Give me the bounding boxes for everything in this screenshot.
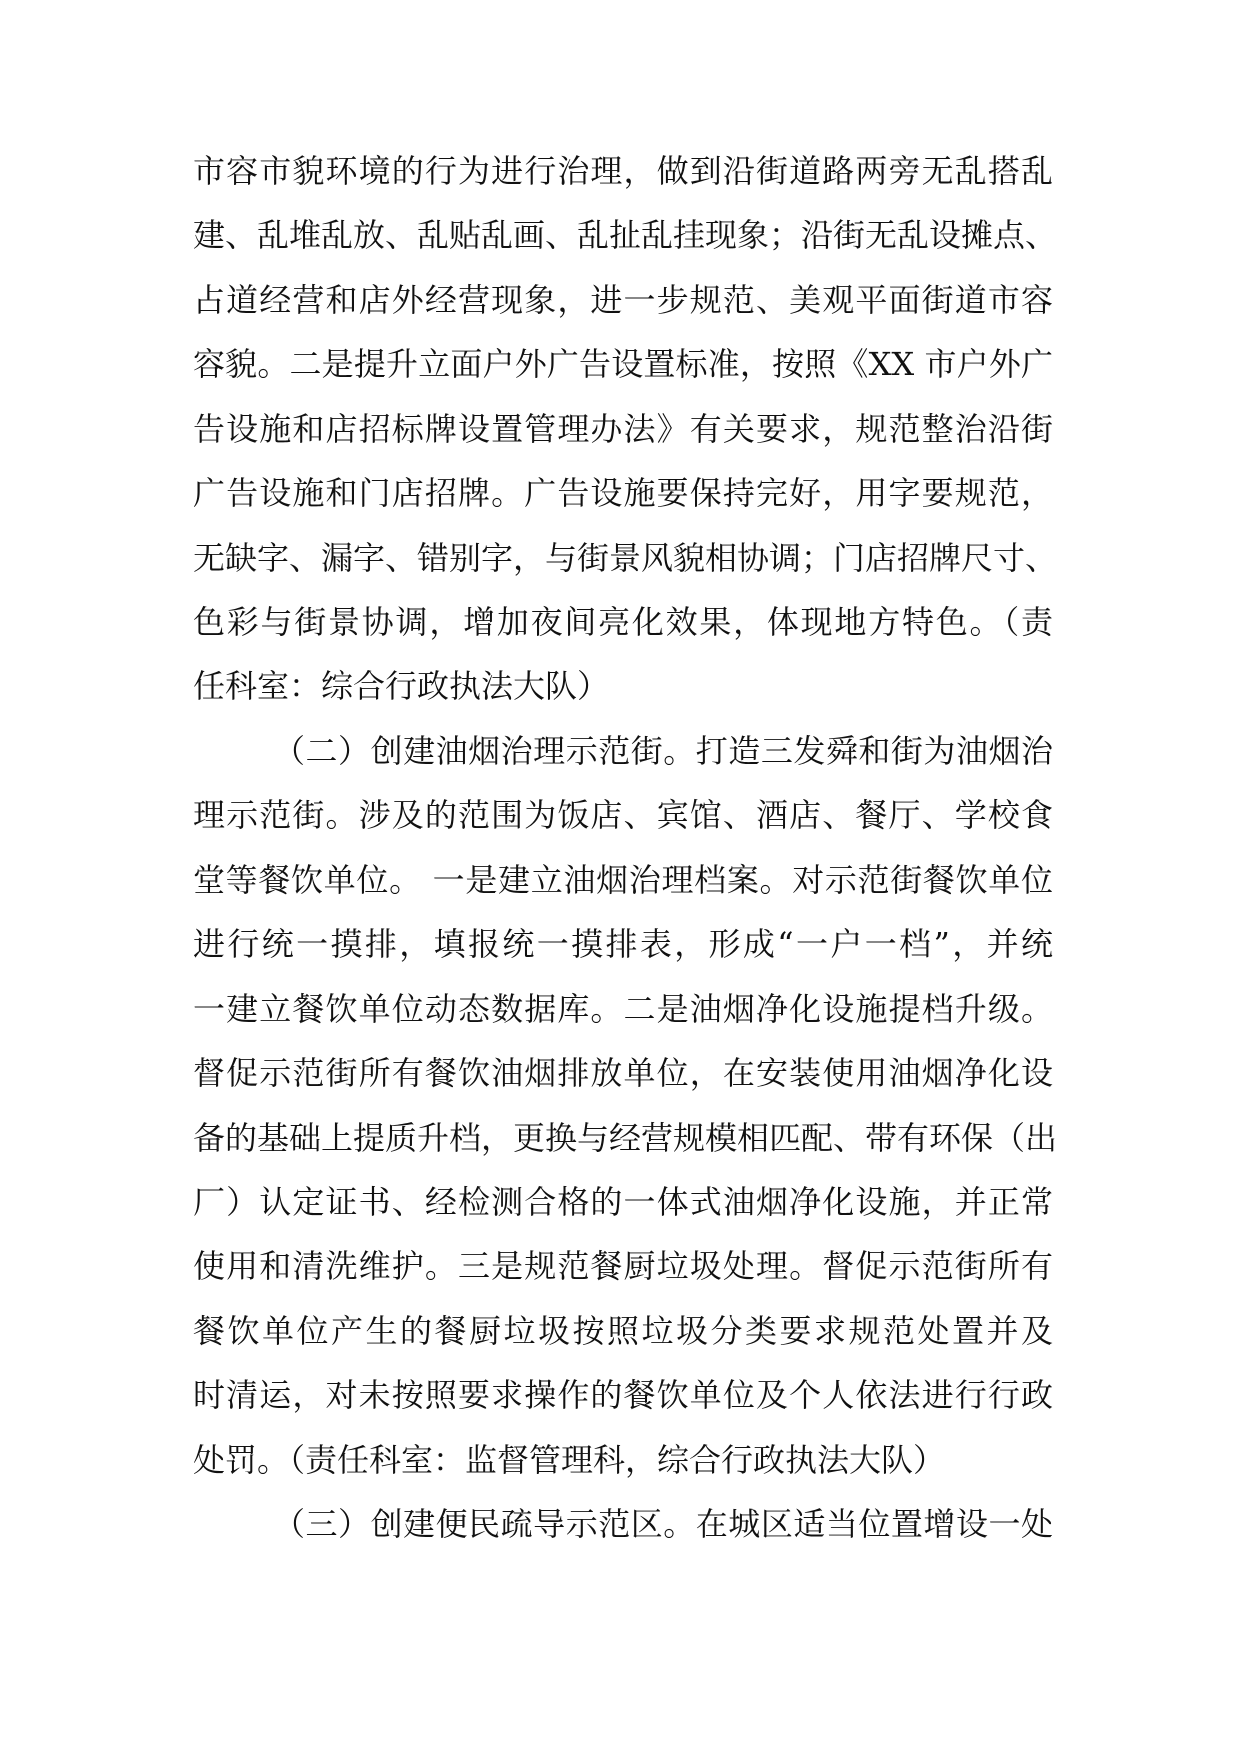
text-line: 广告设施和门店招牌。广告设施要保持完好，用字要规范， xyxy=(193,474,1053,512)
text-line: 市容市貌环境的行为进行治理，做到沿街道路两旁无乱搭乱 xyxy=(193,152,1053,190)
text-line: 督促示范街所有餐饮油烟排放单位，在安装使用油烟净化设 xyxy=(193,1054,1053,1092)
text-line: 理示范街。涉及的范围为饭店、宾馆、酒店、餐厅、学校食 xyxy=(193,796,1053,834)
text-line: 色彩与街景协调，增加夜间亮化效果，体现地方特色。（责 xyxy=(193,603,1053,641)
text-line: 堂等餐饮单位。 一是建立油烟治理档案。对示范街餐饮单位 xyxy=(193,861,1053,899)
text-line: 处罚。（责任科室：监督管理科，综合行政执法大队） xyxy=(193,1441,946,1479)
text-line: 占道经营和店外经营现象，进一步规范、美观平面街道市容 xyxy=(193,281,1053,319)
text-line: 建、乱堆乱放、乱贴乱画、乱扯乱挂现象；沿街无乱设摊点、 xyxy=(193,216,1058,254)
text-line: 使用和清洗维护。三是规范餐厨垃圾处理。督促示范街所有 xyxy=(193,1247,1053,1285)
text-line: 任科室：综合行政执法大队） xyxy=(193,667,610,705)
text-line: 无缺字、漏字、错别字，与街景风貌相协调；门店招牌尺寸、 xyxy=(193,539,1058,577)
paragraph-heading-line: （二）创建油烟治理示范街。打造三发舜和街为油烟治 xyxy=(273,732,1053,770)
text-line: 餐饮单位产生的餐厨垃圾按照垃圾分类要求规范处置并及 xyxy=(193,1312,1053,1350)
text-line: 时清运，对未按照要求操作的餐饮单位及个人依法进行行政 xyxy=(193,1376,1053,1414)
text-line: 进行统一摸排，填报统一摸排表，形成“一户一档”，并统 xyxy=(193,925,1053,963)
text-line: 容貌。二是提升立面户外广告设置标准，按照《XX 市户外广 xyxy=(193,345,1053,383)
text-line: 厂）认定证书、经检测合格的一体式油烟净化设施，并正常 xyxy=(193,1183,1053,1221)
text-line: 一建立餐饮单位动态数据库。二是油烟净化设施提档升级。 xyxy=(193,990,1053,1028)
text-line: 告设施和店招标牌设置管理办法》有关要求，规范整治沿街 xyxy=(193,410,1053,448)
paragraph-heading-line: （三）创建便民疏导示范区。在城区适当位置增设一处 xyxy=(273,1505,1053,1543)
text-line: 备的基础上提质升档，更换与经营规模相匹配、带有环保（出 xyxy=(193,1119,1058,1157)
